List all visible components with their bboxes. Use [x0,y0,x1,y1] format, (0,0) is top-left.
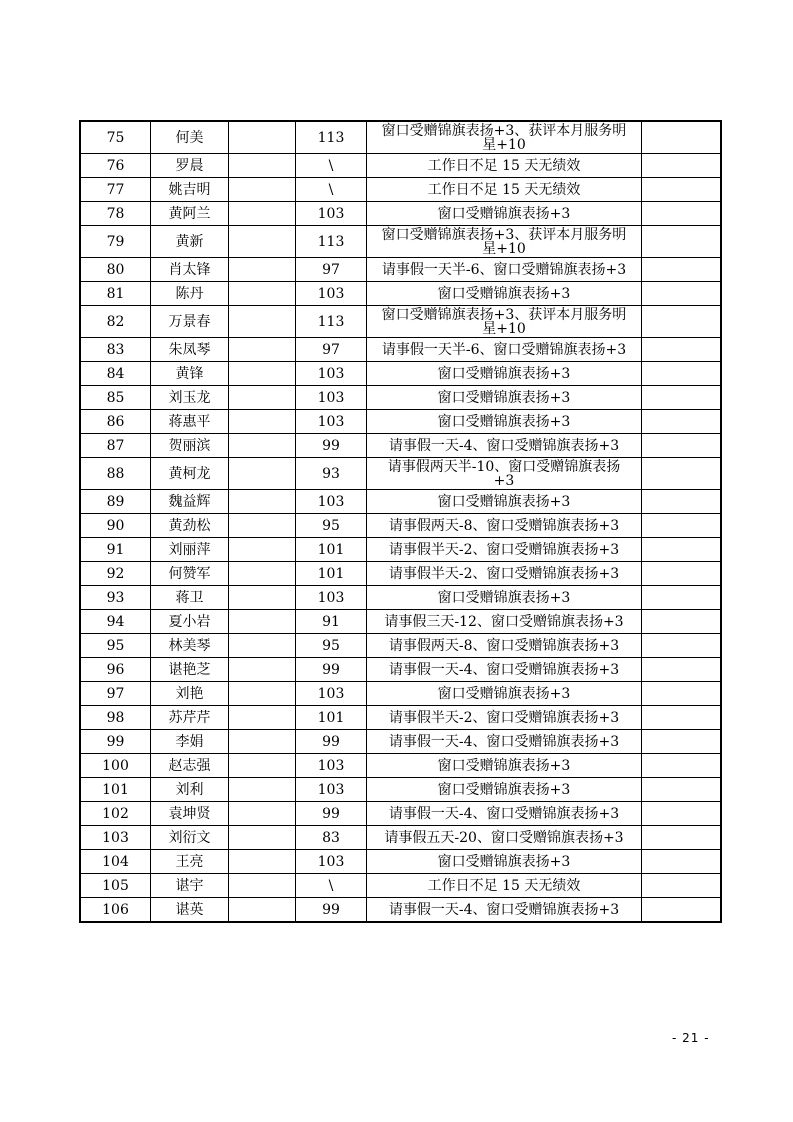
score-cell: 103 [296,490,367,514]
table-row [80,658,721,682]
name-cell: 黄新 [151,226,229,258]
empty-cell [229,802,296,826]
row-number-cell: 93 [80,586,151,610]
empty-cell [642,898,722,923]
row-number-cell: 103 [80,826,151,850]
name-cell: 袁坤贤 [151,802,229,826]
name-cell: 魏益辉 [151,490,229,514]
note-line: 请事假两天半-10、窗口受赠锦旗表扬 [387,458,621,475]
score-cell: 103 [296,778,367,802]
note-line: 请事假一天-4、窗口受赠锦旗表扬+3 [388,805,620,822]
empty-cell [642,850,722,874]
row-number-cell: 89 [80,490,151,514]
row-number-cell: 75 [80,121,151,154]
score-cell: 99 [296,730,367,754]
empty-cell [229,282,296,306]
score-cell: 99 [296,658,367,682]
table-row [80,538,721,562]
note-cell [367,226,642,258]
empty-cell [229,754,296,778]
empty-cell [229,154,296,178]
name-cell: 谌英 [151,898,229,923]
empty-cell [229,121,296,154]
name-cell: 李娟 [151,730,229,754]
row-number-cell: 95 [80,634,151,658]
empty-cell [642,778,722,802]
empty-cell [642,634,722,658]
note-cell [367,154,642,178]
name-cell: 刘丽萍 [151,538,229,562]
note-line: 请事假一天半-6、窗口受赠锦旗表扬+3 [381,341,627,358]
name-cell: 万景春 [151,306,229,338]
score-cell: 103 [296,282,367,306]
empty-cell [229,658,296,682]
table-row [80,850,721,874]
score-cell: 103 [296,850,367,874]
empty-cell [642,586,722,610]
note-line: 窗口受赠锦旗表扬+3 [437,493,571,510]
table-row [80,202,721,226]
note-cell [367,682,642,706]
table-row [80,514,721,538]
name-cell: 赵志强 [151,754,229,778]
name-cell: 刘玉龙 [151,386,229,410]
name-cell: 陈丹 [151,282,229,306]
note-cell [367,338,642,362]
note-cell [367,874,642,898]
note-cell [367,121,642,154]
score-cell: 97 [296,338,367,362]
score-cell: 101 [296,706,367,730]
note-cell [367,410,642,434]
row-number-cell: 87 [80,434,151,458]
empty-cell [642,458,722,490]
row-number-cell: 86 [80,410,151,434]
row-number-cell: 106 [80,898,151,923]
note-cell [367,258,642,282]
score-cell: 103 [296,682,367,706]
name-cell: 蒋卫 [151,586,229,610]
table-row [80,410,721,434]
note-cell [367,898,642,923]
empty-cell [642,178,722,202]
note-cell [367,586,642,610]
row-number-cell: 104 [80,850,151,874]
row-number-cell: 80 [80,258,151,282]
note-line: 窗口受赠锦旗表扬+3、获评本月服务明 [381,226,627,243]
score-cell: 103 [296,586,367,610]
table-row [80,458,721,490]
table-row [80,826,721,850]
empty-cell [642,121,722,154]
note-line: 工作日不足 15 天无绩效 [427,877,581,894]
note-line: +3 [493,472,515,489]
empty-cell [642,306,722,338]
score-cell: \ [296,154,367,178]
empty-cell [642,754,722,778]
row-number-cell: 100 [80,754,151,778]
note-cell [367,826,642,850]
table-row [80,730,721,754]
score-cell: 95 [296,634,367,658]
empty-cell [229,202,296,226]
score-cell: 99 [296,898,367,923]
name-cell: 夏小岩 [151,610,229,634]
note-line: 请事假一天半-6、窗口受赠锦旗表扬+3 [381,261,627,278]
note-line: 窗口受赠锦旗表扬+3 [437,781,571,798]
performance-table [79,120,722,923]
name-cell: 谌宇 [151,874,229,898]
row-number-cell: 81 [80,282,151,306]
name-cell: 林美琴 [151,634,229,658]
empty-cell [642,610,722,634]
note-line: 窗口受赠锦旗表扬+3 [437,853,571,870]
empty-cell [642,514,722,538]
table-row [80,226,721,258]
name-cell: 姚吉明 [151,178,229,202]
score-cell: 101 [296,562,367,586]
empty-cell [229,778,296,802]
score-cell: 99 [296,434,367,458]
note-line: 工作日不足 15 天无绩效 [427,181,581,198]
note-line: 请事假半天-2、窗口受赠锦旗表扬+3 [388,565,620,582]
note-line: 窗口受赠锦旗表扬+3 [437,589,571,606]
note-line: 请事假一天-4、窗口受赠锦旗表扬+3 [388,733,620,750]
note-line: 窗口受赠锦旗表扬+3 [437,685,571,702]
table-body [80,121,721,922]
row-number-cell: 99 [80,730,151,754]
score-cell: 95 [296,514,367,538]
empty-cell [229,490,296,514]
empty-cell [642,658,722,682]
empty-cell [642,802,722,826]
note-cell [367,306,642,338]
empty-cell [642,562,722,586]
name-cell: 黄柯龙 [151,458,229,490]
note-cell [367,778,642,802]
row-number-cell: 84 [80,362,151,386]
note-cell [367,610,642,634]
note-cell [367,458,642,490]
score-cell: 99 [296,802,367,826]
empty-cell [229,306,296,338]
note-cell [367,362,642,386]
empty-cell [229,874,296,898]
note-cell [367,282,642,306]
row-number-cell: 77 [80,178,151,202]
note-cell [367,562,642,586]
score-cell: 101 [296,538,367,562]
name-cell: 何赞军 [151,562,229,586]
empty-cell [229,610,296,634]
note-cell [367,706,642,730]
empty-cell [642,874,722,898]
empty-cell [229,386,296,410]
empty-cell [642,682,722,706]
empty-cell [229,730,296,754]
table-row [80,778,721,802]
note-cell [367,730,642,754]
score-cell: 91 [296,610,367,634]
empty-cell [229,178,296,202]
row-number-cell: 85 [80,386,151,410]
note-cell [367,514,642,538]
note-line: 工作日不足 15 天无绩效 [427,157,581,174]
table-row [80,562,721,586]
empty-cell [642,362,722,386]
row-number-cell: 98 [80,706,151,730]
note-line: 星+10 [482,320,526,337]
note-line: 请事假一天-4、窗口受赠锦旗表扬+3 [388,437,620,454]
table-row [80,874,721,898]
row-number-cell: 94 [80,610,151,634]
table-row [80,258,721,282]
empty-cell [642,706,722,730]
empty-cell [642,282,722,306]
name-cell: 罗晨 [151,154,229,178]
score-cell: \ [296,178,367,202]
score-cell: 103 [296,386,367,410]
note-cell [367,178,642,202]
score-cell: 103 [296,754,367,778]
note-line: 请事假半天-2、窗口受赠锦旗表扬+3 [388,709,620,726]
empty-cell [642,490,722,514]
score-cell: 103 [296,410,367,434]
score-cell: 103 [296,362,367,386]
row-number-cell: 96 [80,658,151,682]
empty-cell [642,730,722,754]
note-line: 窗口受赠锦旗表扬+3 [437,365,571,382]
name-cell: 蒋惠平 [151,410,229,434]
empty-cell [229,850,296,874]
name-cell: 刘艳 [151,682,229,706]
note-cell [367,658,642,682]
name-cell: 王亮 [151,850,229,874]
empty-cell [229,458,296,490]
name-cell: 黄阿兰 [151,202,229,226]
note-line: 窗口受赠锦旗表扬+3 [437,285,571,302]
note-cell [367,386,642,410]
name-cell: 何美 [151,121,229,154]
table-row [80,898,721,923]
score-cell: 113 [296,121,367,154]
empty-cell [642,202,722,226]
note-line: 窗口受赠锦旗表扬+3 [437,389,571,406]
empty-cell [642,538,722,562]
row-number-cell: 105 [80,874,151,898]
note-cell [367,754,642,778]
name-cell: 苏芹芹 [151,706,229,730]
row-number-cell: 82 [80,306,151,338]
row-number-cell: 101 [80,778,151,802]
name-cell: 肖太锋 [151,258,229,282]
empty-cell [229,258,296,282]
empty-cell [229,562,296,586]
note-line: 窗口受赠锦旗表扬+3、获评本月服务明 [381,122,627,139]
note-cell [367,538,642,562]
row-number-cell: 83 [80,338,151,362]
note-line: 请事假两天-8、窗口受赠锦旗表扬+3 [388,637,620,654]
score-cell: \ [296,874,367,898]
name-cell: 谌艳芝 [151,658,229,682]
empty-cell [642,386,722,410]
table-row [80,802,721,826]
empty-cell [229,826,296,850]
empty-cell [229,898,296,923]
note-line: 请事假半天-2、窗口受赠锦旗表扬+3 [388,541,620,558]
note-cell [367,634,642,658]
table-row [80,490,721,514]
table-row [80,362,721,386]
empty-cell [642,258,722,282]
table-row [80,754,721,778]
note-cell [367,850,642,874]
score-cell: 97 [296,258,367,282]
row-number-cell: 97 [80,682,151,706]
note-line: 请事假一天-4、窗口受赠锦旗表扬+3 [388,901,620,918]
empty-cell [229,226,296,258]
note-line: 窗口受赠锦旗表扬+3 [437,757,571,774]
table-row [80,706,721,730]
empty-cell [642,154,722,178]
table-row [80,338,721,362]
row-number-cell: 79 [80,226,151,258]
empty-cell [642,434,722,458]
empty-cell [229,338,296,362]
note-line: 请事假五天-20、窗口受赠锦旗表扬+3 [384,829,624,846]
note-line: 星+10 [482,136,526,153]
table-row [80,682,721,706]
table-row [80,121,721,154]
note-cell [367,434,642,458]
table-row [80,386,721,410]
row-number-cell: 78 [80,202,151,226]
score-cell: 113 [296,306,367,338]
name-cell: 黄锋 [151,362,229,386]
score-cell: 83 [296,826,367,850]
empty-cell [229,706,296,730]
empty-cell [229,538,296,562]
note-line: 窗口受赠锦旗表扬+3 [437,205,571,222]
table-row [80,610,721,634]
empty-cell [229,434,296,458]
empty-cell [642,338,722,362]
row-number-cell: 102 [80,802,151,826]
empty-cell [642,226,722,258]
score-cell: 103 [296,202,367,226]
note-line: 请事假三天-12、窗口受赠锦旗表扬+3 [384,613,624,630]
empty-cell [229,586,296,610]
note-cell [367,802,642,826]
empty-cell [229,362,296,386]
row-number-cell: 92 [80,562,151,586]
note-line: 窗口受赠锦旗表扬+3 [437,413,571,430]
note-line: 窗口受赠锦旗表扬+3、获评本月服务明 [381,306,627,323]
note-cell [367,202,642,226]
row-number-cell: 90 [80,514,151,538]
name-cell: 刘利 [151,778,229,802]
table-row [80,306,721,338]
row-number-cell: 88 [80,458,151,490]
note-line: 请事假两天-8、窗口受赠锦旗表扬+3 [388,517,620,534]
table-row [80,178,721,202]
note-line: 请事假一天-4、窗口受赠锦旗表扬+3 [388,661,620,678]
empty-cell [229,634,296,658]
empty-cell [642,410,722,434]
table-row [80,154,721,178]
name-cell: 黄劲松 [151,514,229,538]
row-number-cell: 91 [80,538,151,562]
name-cell: 贺丽滨 [151,434,229,458]
score-cell: 113 [296,226,367,258]
name-cell: 刘衍文 [151,826,229,850]
row-number-cell: 76 [80,154,151,178]
note-line: 星+10 [482,240,526,257]
note-cell [367,490,642,514]
table-row [80,434,721,458]
empty-cell [229,682,296,706]
empty-cell [229,514,296,538]
name-cell: 朱凤琴 [151,338,229,362]
page-number: - 21 - [672,1031,710,1045]
score-cell: 93 [296,458,367,490]
table-row [80,282,721,306]
table-row [80,586,721,610]
empty-cell [642,826,722,850]
empty-cell [229,410,296,434]
table-row [80,634,721,658]
